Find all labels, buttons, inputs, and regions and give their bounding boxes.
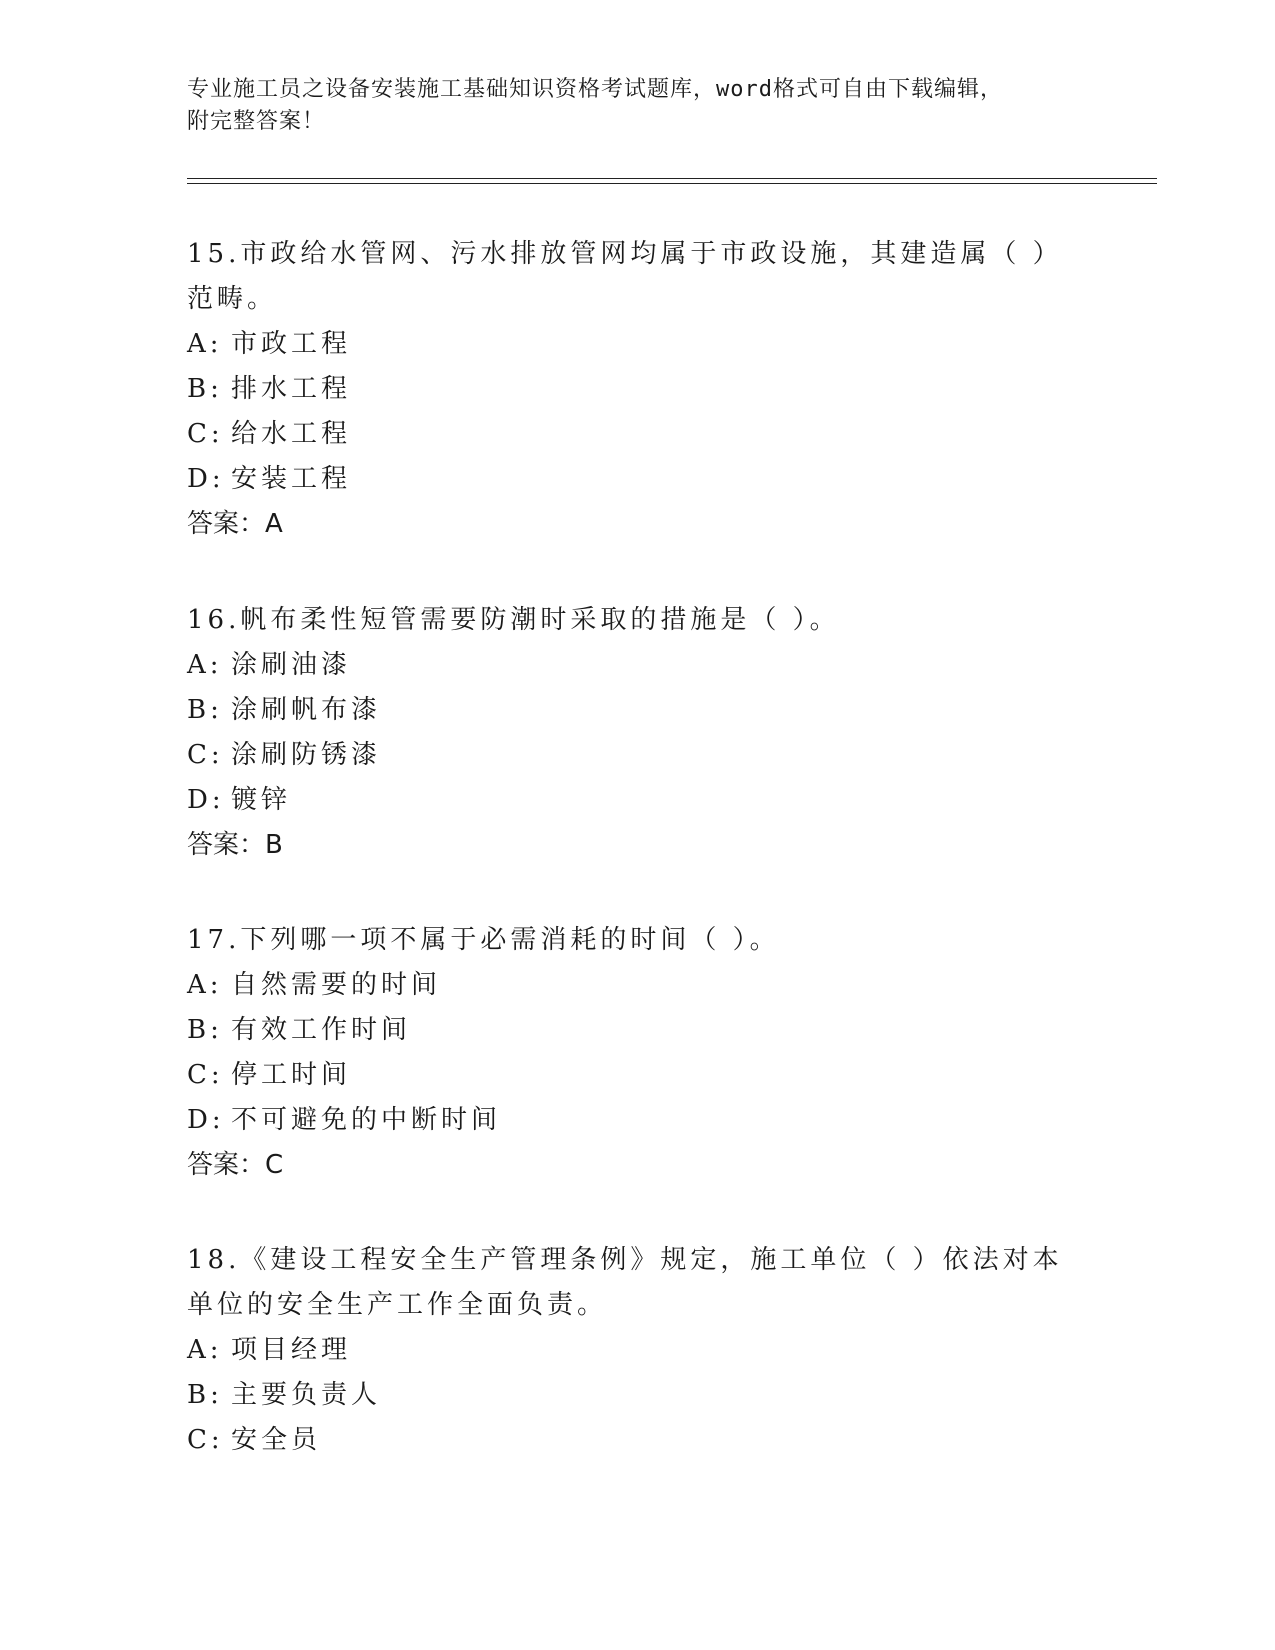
- answer-line: 答案：B: [187, 830, 283, 860]
- option-a: [187, 1328, 1067, 1373]
- option-a: [187, 643, 1067, 688]
- question-title: 18.《建设工程安全生产管理条例》规定，施工单位（ ）依法对本单位的安全生产工作全面负责。: [187, 1245, 1063, 1320]
- option-b: [187, 688, 1067, 733]
- option-letter: A:: [187, 650, 223, 680]
- option-letter: D:: [187, 1105, 225, 1135]
- option-letter: B:: [187, 1380, 223, 1410]
- question-title: 15.市政给水管网、污水排放管网均属于市政设施，其建造属（ ）范畴。: [187, 239, 1063, 314]
- option-text: 镀锌: [231, 785, 292, 815]
- option-a: [187, 963, 1067, 1008]
- option-d: [187, 778, 1067, 823]
- option-letter: B:: [187, 374, 223, 404]
- option-text: 给水工程: [231, 419, 352, 449]
- option-b: [187, 367, 1067, 412]
- option-letter: C:: [187, 1060, 224, 1090]
- option-letter: C:: [187, 1425, 224, 1455]
- document-header: [187, 74, 1087, 138]
- option-text: 停工时间: [231, 1060, 352, 1090]
- option-c: [187, 1053, 1067, 1098]
- option-letter: A:: [187, 970, 223, 1000]
- option-text: 涂刷防锈漆: [231, 740, 382, 770]
- option-text: 安装工程: [231, 464, 352, 494]
- option-a: [187, 322, 1067, 367]
- option-text: 排水工程: [231, 374, 352, 404]
- question-18: [187, 1238, 1067, 1463]
- header-line-1: 专业施工员之设备安装施工基础知识资格考试题库，word格式可自由下载编辑，: [187, 77, 1003, 102]
- option-text: 主要负责人: [231, 1380, 382, 1410]
- option-letter: A:: [187, 329, 223, 359]
- option-c: [187, 1418, 1067, 1463]
- question-16: [187, 598, 1067, 868]
- option-text: 涂刷油漆: [231, 650, 352, 680]
- option-text: 安全员: [231, 1425, 322, 1455]
- option-letter: C:: [187, 740, 224, 770]
- question-title: 16.帆布柔性短管需要防潮时采取的措施是（ ）。: [187, 605, 840, 635]
- option-c: [187, 412, 1067, 457]
- header-divider-bottom: [187, 183, 1157, 184]
- option-text: 市政工程: [231, 329, 352, 359]
- option-letter: D:: [187, 785, 225, 815]
- option-text: 涂刷帆布漆: [231, 695, 382, 725]
- answer-line: 答案：C: [187, 1150, 284, 1180]
- option-letter: D:: [187, 464, 225, 494]
- option-letter: A:: [187, 1335, 223, 1365]
- header-divider-top: [187, 178, 1157, 179]
- option-text: 不可避免的中断时间: [231, 1105, 502, 1135]
- question-17: [187, 918, 1067, 1188]
- option-text: 有效工作时间: [231, 1015, 412, 1045]
- option-text: 自然需要的时间: [231, 970, 442, 1000]
- option-b: [187, 1008, 1067, 1053]
- option-letter: B:: [187, 695, 223, 725]
- option-d: [187, 1098, 1067, 1143]
- option-c: [187, 733, 1067, 778]
- option-d: [187, 457, 1067, 502]
- option-b: [187, 1373, 1067, 1418]
- option-letter: C:: [187, 419, 224, 449]
- option-text: 项目经理: [231, 1335, 352, 1365]
- option-letter: B:: [187, 1015, 223, 1045]
- header-line-2: 附完整答案！: [187, 109, 326, 134]
- answer-line: 答案：A: [187, 509, 283, 539]
- question-15: [187, 232, 1067, 547]
- question-title: 17.下列哪一项不属于必需消耗的时间（ ）。: [187, 925, 780, 955]
